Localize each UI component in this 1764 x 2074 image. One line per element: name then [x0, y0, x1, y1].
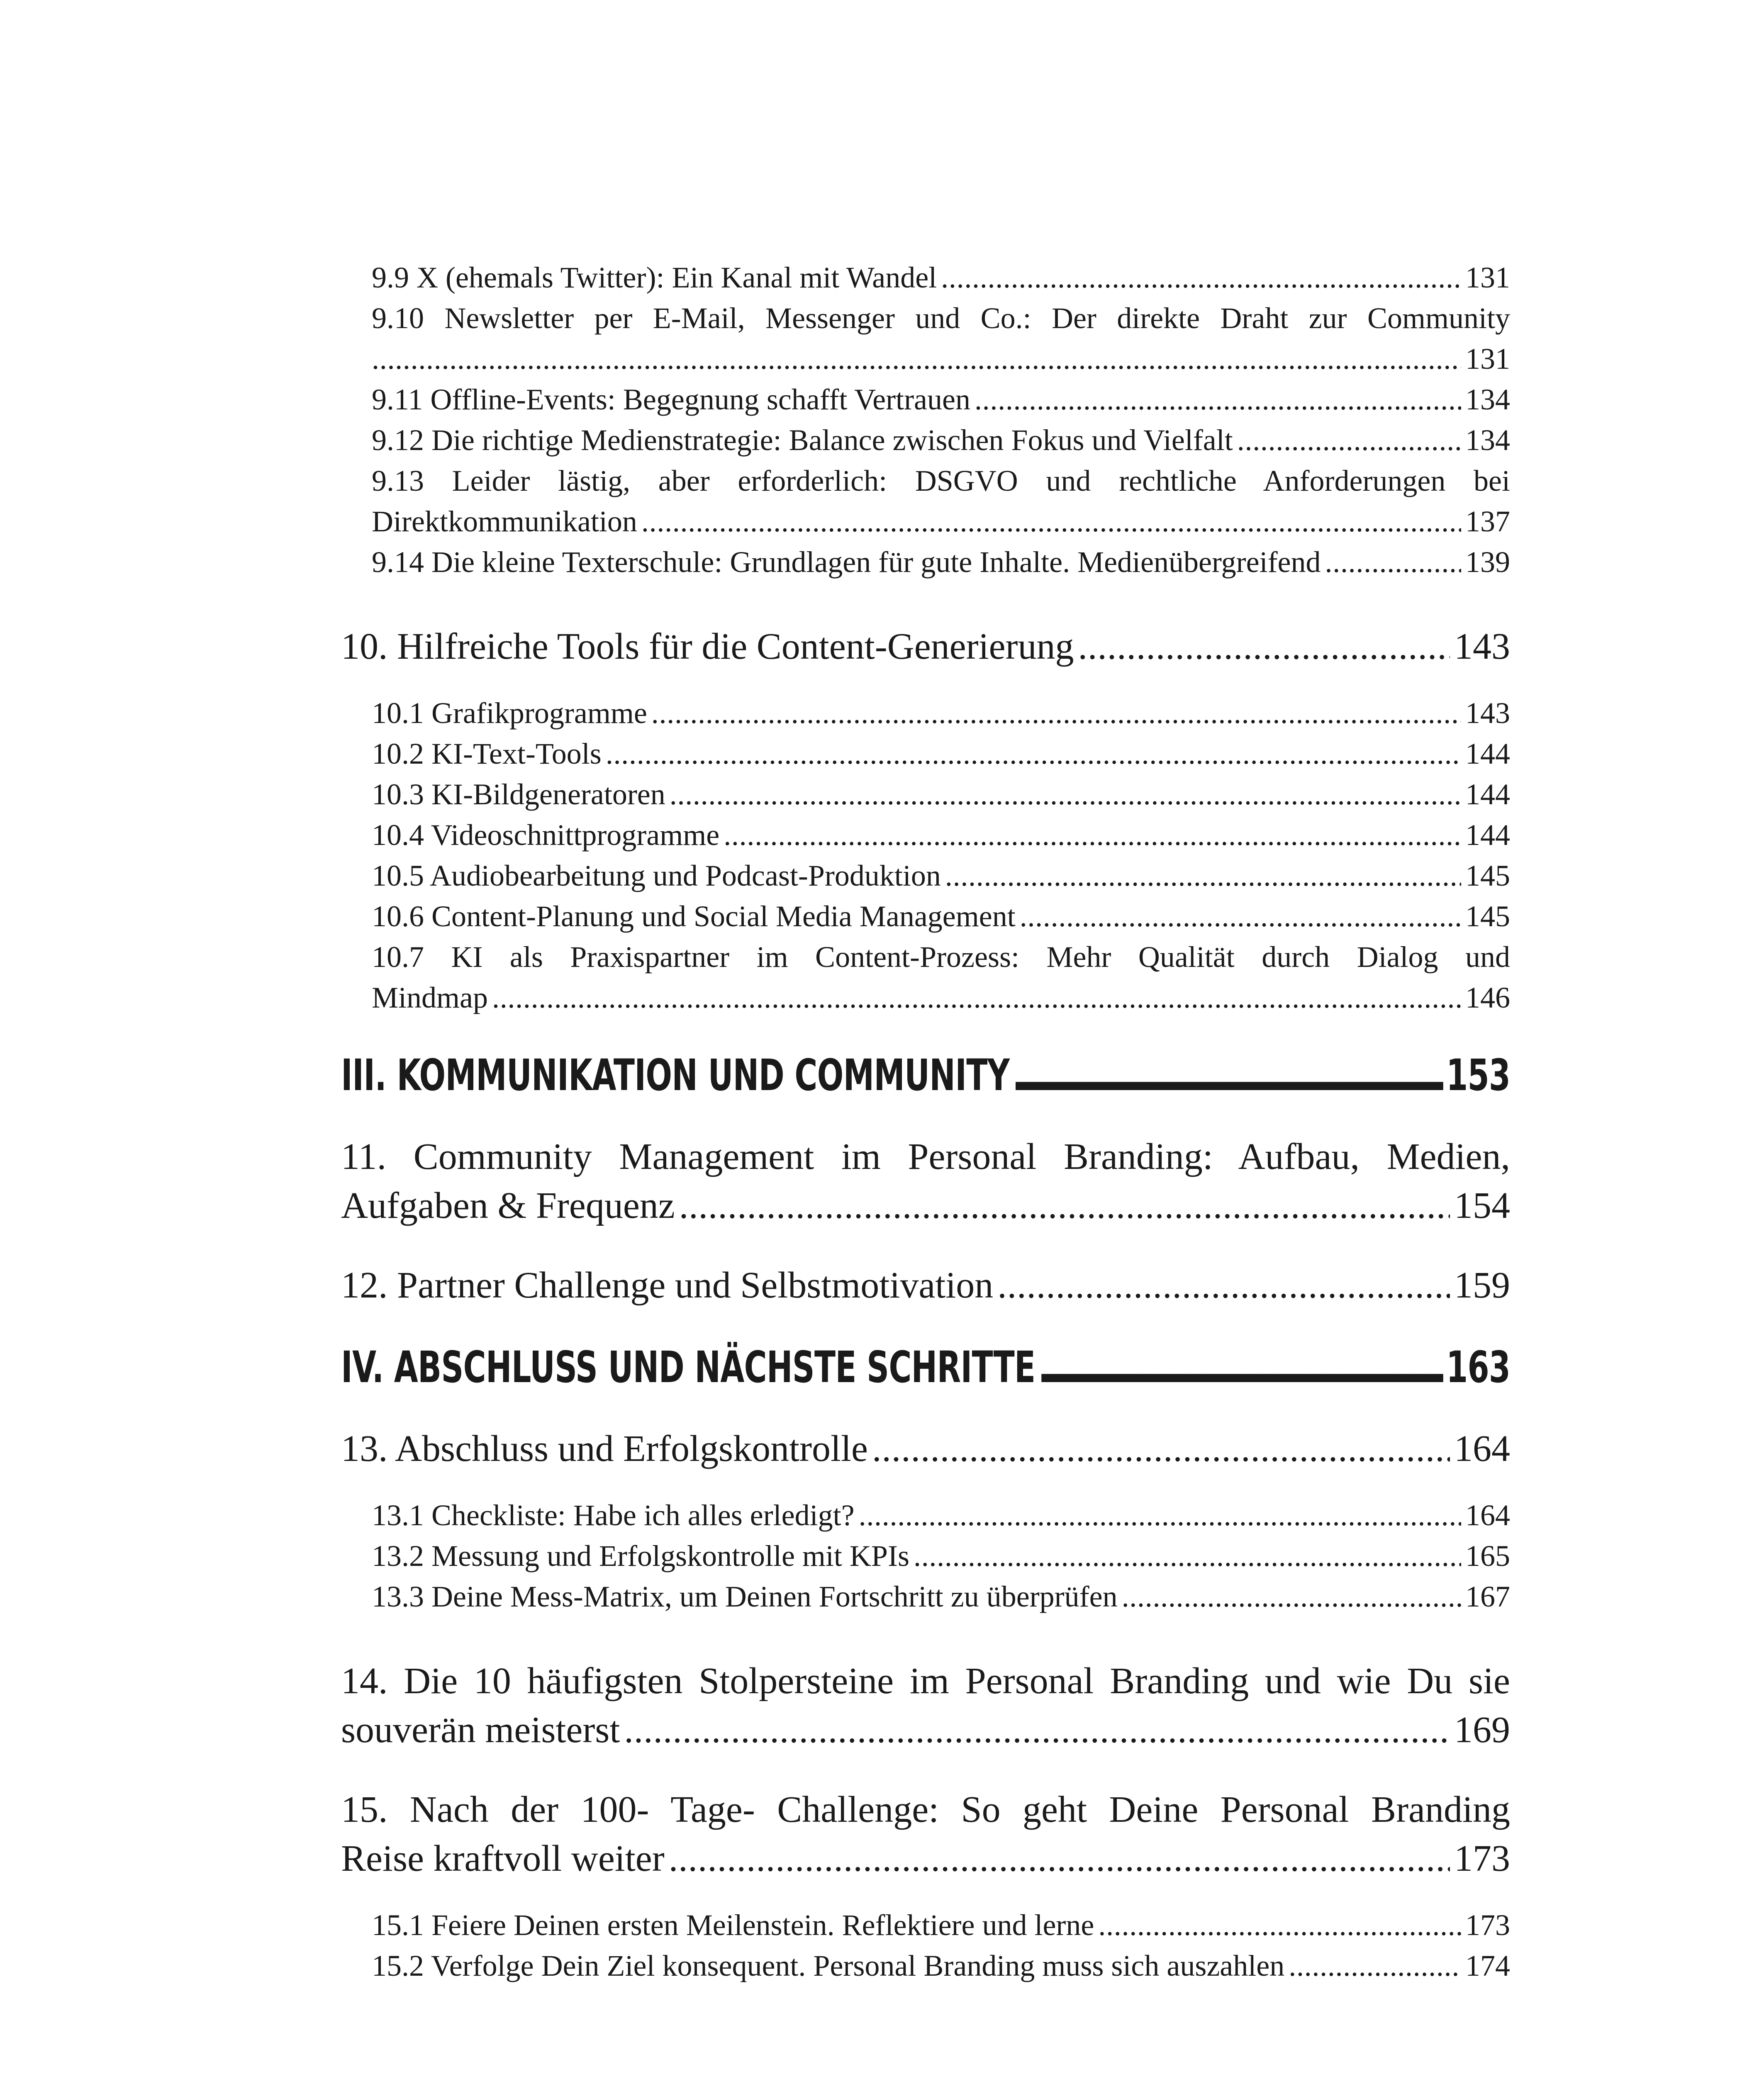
toc-chapter-label: 12. Partner Challenge und Selbstmotivation	[341, 1265, 994, 1306]
toc-chapter-label-cont: Reise kraftvoll weiter	[341, 1838, 665, 1879]
toc-chapter-label: 14. Die 10 häufigsten Stolpersteine im Personal Branding und wie Du sie	[341, 1660, 1510, 1702]
toc-page-number: 139	[1465, 545, 1510, 579]
toc-entry-label: 10.6 Content-Planung und Social Media Management	[372, 900, 1016, 933]
dot-leader	[1020, 896, 1461, 937]
dot-leader	[606, 733, 1461, 774]
toc-page-number: 164	[1454, 1428, 1510, 1469]
dot-leader	[372, 338, 1461, 379]
toc-entry-label: 10.4 Videoschnittprogramme	[372, 818, 720, 852]
toc-page-number: 154	[1454, 1185, 1510, 1226]
toc-entry-label-cont: Mindmap	[372, 981, 488, 1014]
toc-chapter-label-cont: souverän meisterst	[341, 1709, 620, 1750]
dot-leader	[670, 774, 1461, 815]
toc-page-number: 169	[1454, 1709, 1510, 1750]
toc-entry[interactable]	[372, 257, 1510, 298]
toc-entry-label: 9.12 Die richtige Medienstrategie: Balance zwischen Fokus und Vielfalt	[372, 424, 1233, 457]
toc-entry[interactable]	[372, 1945, 1510, 1986]
dot-leader	[624, 1706, 1450, 1755]
toc-page-number: 131	[1465, 261, 1510, 294]
toc-entry[interactable]	[372, 815, 1510, 855]
toc-entry[interactable]	[372, 693, 1510, 733]
toc-page-number: 167	[1465, 1580, 1510, 1613]
toc-entry[interactable]	[372, 1495, 1510, 1536]
toc-part-heading[interactable]	[341, 1049, 1510, 1102]
toc-entry-label: 10.3 KI-Bildgeneratoren	[372, 778, 665, 811]
toc-page-number: 173	[1465, 1908, 1510, 1942]
toc-page-number: 144	[1465, 737, 1510, 770]
toc-entry[interactable]	[372, 733, 1510, 774]
dot-leader	[641, 501, 1461, 542]
toc-chapter-label-cont: Aufgaben & Frequenz	[341, 1185, 675, 1226]
dot-leader	[1122, 1576, 1461, 1617]
toc-entry[interactable]	[372, 542, 1510, 582]
dot-leader	[724, 815, 1461, 855]
dot-leader	[975, 379, 1461, 420]
toc-page-number: 174	[1465, 1949, 1510, 1982]
toc-page-number: 134	[1465, 383, 1510, 416]
dot-leader	[945, 855, 1461, 896]
toc-chapter-entry[interactable]	[341, 1132, 1510, 1230]
toc-part-label: IV. ABSCHLUSS UND NÄCHSTE SCHRITTE	[341, 1342, 1035, 1392]
dot-leader	[997, 1261, 1450, 1310]
toc-entry[interactable]	[372, 937, 1510, 1018]
dot-leader	[1078, 622, 1450, 671]
toc-entry-label: 9.13 Leider lästig, aber erforderlich: DSGVO und rechtliche Anforderungen bei	[372, 464, 1510, 497]
toc-page-number: 134	[1465, 424, 1510, 457]
toc-entry-label: 10.2 KI-Text-Tools	[372, 737, 602, 770]
toc-chapter-entry[interactable]	[341, 1657, 1510, 1755]
toc-entry-label: 9.9 X (ehemals Twitter): Ein Kanal mit Wandel	[372, 261, 937, 294]
toc-chapter-label: 11. Community Management im Personal Branding: Aufbau, Medien,	[341, 1136, 1510, 1177]
toc-page-number: 163	[1446, 1342, 1511, 1392]
toc-entry-label-cont: Direktkommunikation	[372, 505, 637, 538]
dot-leader	[651, 693, 1461, 733]
dot-leader	[872, 1424, 1450, 1473]
toc-page-number: 165	[1465, 1539, 1510, 1573]
toc-chapter-label: 15. Nach der 100- Tage- Challenge: So geht Deine Personal Branding	[341, 1789, 1510, 1830]
toc-page-number: 153	[1446, 1050, 1511, 1100]
toc-entry[interactable]	[372, 1536, 1510, 1576]
toc-entry-label: 10.5 Audiobearbeitung und Podcast-Produktion	[372, 859, 941, 892]
toc-page-number: 145	[1465, 900, 1510, 933]
dot-leader	[1038, 1341, 1443, 1394]
toc-chapter-label: 13. Abschluss und Erfolgskontrolle	[341, 1428, 868, 1469]
dot-leader	[914, 1536, 1461, 1576]
dot-leader	[679, 1181, 1450, 1230]
dot-leader	[941, 257, 1461, 298]
toc-page-number: 143	[1454, 626, 1510, 667]
toc-chapter-entry[interactable]	[341, 1261, 1510, 1310]
toc-entry-label: 13.3 Deine Mess-Matrix, um Deinen Fortschritt zu überprüfen	[372, 1580, 1118, 1613]
toc-chapter-entry[interactable]	[341, 1424, 1510, 1473]
toc-entry-label: 10.1 Grafikprogramme	[372, 696, 647, 730]
toc-entry[interactable]	[372, 298, 1510, 379]
toc-entry-label: 9.14 Die kleine Texterschule: Grundlagen für gute Inhalte. Medienübergreifend	[372, 545, 1321, 579]
toc-page-number: 144	[1465, 778, 1510, 811]
toc-part-heading[interactable]	[341, 1341, 1510, 1394]
toc-page-number: 145	[1465, 859, 1510, 892]
table-of-contents	[341, 257, 1510, 1986]
toc-entry-label: 13.1 Checkliste: Habe ich alles erledigt?	[372, 1499, 855, 1532]
dot-leader	[1098, 1905, 1461, 1945]
toc-entry-label: 13.2 Messung und Erfolgskontrolle mit KPIs	[372, 1539, 909, 1573]
toc-entry-label: 9.11 Offline-Events: Begegnung schafft Vertrauen	[372, 383, 970, 416]
dot-leader	[1325, 542, 1461, 582]
toc-entry-label: 15.2 Verfolge Dein Ziel konsequent. Personal Branding muss sich auszahlen	[372, 1949, 1285, 1982]
toc-entry[interactable]	[372, 460, 1510, 542]
toc-entry-label: 15.1 Feiere Deinen ersten Meilenstein. Reflektiere und lerne	[372, 1908, 1094, 1942]
toc-entry[interactable]	[372, 855, 1510, 896]
toc-page-number: 146	[1465, 981, 1510, 1014]
toc-page-number: 159	[1454, 1265, 1510, 1306]
dot-leader	[1237, 420, 1461, 460]
toc-chapter-entry[interactable]	[341, 622, 1510, 671]
toc-entry[interactable]	[372, 1576, 1510, 1617]
toc-entry[interactable]	[372, 896, 1510, 937]
dot-leader	[1012, 1049, 1443, 1102]
toc-part-label: III. KOMMUNIKATION UND COMMUNITY	[341, 1050, 1010, 1100]
dot-leader	[492, 977, 1461, 1018]
dot-leader	[669, 1834, 1450, 1883]
dot-leader	[859, 1495, 1461, 1536]
toc-entry[interactable]	[372, 420, 1510, 460]
dot-leader	[1289, 1945, 1461, 1986]
toc-page-number: 164	[1465, 1499, 1510, 1532]
toc-entry[interactable]	[372, 379, 1510, 420]
toc-page-number: 137	[1465, 505, 1510, 538]
toc-entry[interactable]	[372, 774, 1510, 815]
toc-chapter-entry[interactable]	[341, 1785, 1510, 1883]
toc-page-number: 173	[1454, 1838, 1510, 1879]
toc-entry[interactable]	[372, 1905, 1510, 1945]
toc-entry-label: 9.10 Newsletter per E-Mail, Messenger und Co.: Der direkte Draht zur Community	[372, 302, 1510, 335]
toc-chapter-label: 10. Hilfreiche Tools für die Content-Generierung	[341, 626, 1074, 667]
toc-page-number: 131	[1465, 342, 1510, 375]
toc-entry-label: 10.7 KI als Praxispartner im Content-Prozess: Mehr Qualität durch Dialog und	[372, 940, 1510, 974]
toc-page-number: 144	[1465, 818, 1510, 852]
toc-page-number: 143	[1465, 696, 1510, 730]
